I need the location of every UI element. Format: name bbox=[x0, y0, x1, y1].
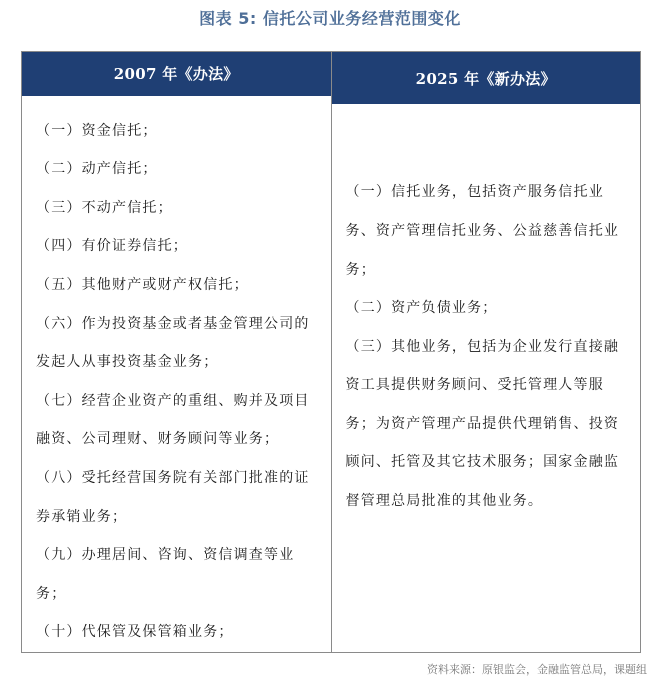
list-item: （三）不动产信托； bbox=[36, 199, 173, 216]
figure-title: 图表 5: 信托公司业务经营范围变化 bbox=[199, 9, 461, 28]
list-item: （二）动产信托； bbox=[36, 161, 158, 178]
column-header-2025: 2025 年《新办法》 bbox=[332, 52, 641, 104]
column-header-2007: 2007 年《办法》 bbox=[22, 52, 331, 96]
list-item: （四）有价证券信托； bbox=[36, 238, 188, 255]
column-2025 bbox=[332, 52, 641, 652]
list-item: （六）作为投资基金或者基金管理公司的发起人从事投资基金业务； bbox=[36, 315, 310, 371]
list-item: （一）资金信托； bbox=[36, 122, 158, 139]
list-item: （五）其他财产或财产权信托； bbox=[36, 277, 249, 294]
list-item: （二）资产负债业务； bbox=[345, 300, 498, 317]
comparison-table bbox=[21, 51, 641, 653]
column-body-2007 bbox=[22, 96, 331, 652]
list-item: （一）信托业务，包括资产服务信托业务、资产管理信托业务、公益慈善信托业务； bbox=[345, 184, 620, 278]
list-item: （八）受托经营国务院有关部门批准的证券承销业务； bbox=[36, 470, 310, 525]
list-item: （十）代保管及保管箱业务； bbox=[36, 624, 234, 641]
column-2007 bbox=[22, 52, 332, 652]
source-note: 资料来源：原银监会，金融监管总局，课题组 bbox=[427, 663, 647, 676]
list-item: （九）办理居间、咨询、资信调查等业务； bbox=[36, 547, 295, 602]
list-item: （七）经营企业资产的重组、购并及项目融资、公司理财、财务顾问等业务； bbox=[36, 392, 310, 448]
column-body-2025 bbox=[332, 104, 641, 652]
list-item: （三）其他业务，包括为企业发行直接融资工具提供财务顾问、受托管理人等服务；为资产管理产品提供代理销售、投资顾问、托管及其它技术服务；国家金融监督管理总局批准的其他业务。 bbox=[345, 338, 620, 510]
